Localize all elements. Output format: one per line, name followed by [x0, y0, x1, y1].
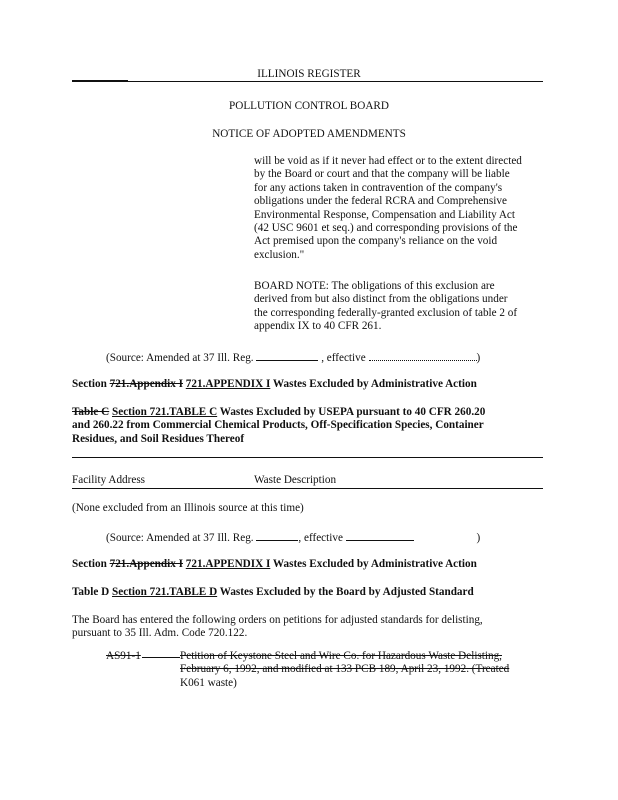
para-line: for any actions taken in contravention of the company's: [254, 181, 503, 194]
section-title: Wastes Excluded by Administrative Action: [272, 378, 477, 390]
section-heading-1: [72, 378, 552, 391]
struck-text: 721.Appendix I: [109, 378, 183, 390]
struck-text: Table C: [72, 406, 110, 418]
para-line: obligations under the federal RCRA and Comprehensive: [254, 195, 507, 208]
inserted-text: Section 721.TABLE C: [112, 406, 218, 418]
entry-line: February 6, 1992, and modified at 133 PCB 189, April 23, 1992. (Treated: [180, 663, 510, 676]
section-heading-2: [72, 558, 552, 571]
register-title: ILLINOIS REGISTER: [257, 68, 361, 80]
para-line: Act premised upon the company's reliance on the void: [254, 235, 498, 248]
source-effective: , effective: [321, 352, 366, 364]
inserted-text: 721.APPENDIX I: [185, 378, 271, 390]
source-prefix: (Source: Amended at 37 Ill. Reg.: [106, 352, 254, 364]
source-line-1: [106, 350, 546, 365]
section-label: Section: [72, 378, 107, 390]
table-title-line: Residues, and Soil Residues Thereof: [72, 432, 245, 445]
as91-entry: [180, 650, 550, 690]
table-c-heading: [72, 406, 552, 446]
source-suffix: ): [476, 532, 481, 544]
section-title: Wastes Excluded by Administrative Action: [272, 558, 477, 570]
board-orders-paragraph: [72, 614, 552, 641]
notice-title: NOTICE OF ADOPTED AMENDMENTS: [212, 128, 406, 140]
date-blank: [369, 350, 477, 361]
header-rule: [72, 81, 543, 82]
note-line: the corresponding federally-granted exclusion of table 2 of: [254, 306, 518, 319]
source-line-2: [106, 530, 546, 545]
reg-blank: [256, 530, 298, 541]
source-suffix: ): [476, 352, 481, 364]
section-label: Section: [72, 558, 107, 570]
struck-text: 721.Appendix I: [109, 558, 183, 570]
board-title: POLLUTION CONTROL BOARD: [229, 100, 389, 112]
table-title: Wastes Excluded by the Board by Adjusted Standard: [219, 586, 474, 598]
entry-line: Petition of Keystone Steel and Wire Co. for Hazardous Waste Delisting,: [180, 650, 502, 662]
para-line: by the Board or court and that the company will be liable: [254, 168, 510, 181]
para-line: (42 USC 9601 et seq.) and corresponding provisions of the: [254, 222, 518, 235]
para-line: Environmental Response, Compensation and Liability Act: [254, 208, 515, 221]
inserted-text: Section 721.TABLE D: [112, 586, 218, 598]
entry-line-2: [180, 663, 550, 676]
source-prefix: (Source: Amended at 37 Ill. Reg.: [106, 532, 254, 544]
source-effective: , effective: [298, 532, 343, 544]
para-line: pursuant to 35 Ill. Adm. Code 720.122.: [72, 627, 248, 640]
strike-dash: [142, 657, 180, 658]
inserted-text: 721.APPENDIX I: [185, 558, 271, 570]
none-excluded: (None excluded from an Illinois source at this time): [72, 502, 304, 514]
struck-text: Table D: [72, 586, 110, 598]
note-line: derived from but also distinct from the obligations under: [254, 293, 508, 306]
column-waste: Waste Description: [254, 474, 337, 486]
para-line: The Board has entered the following orders on petitions for adjusted standards for delisting,: [72, 614, 483, 626]
column-facility: Facility Address: [72, 474, 146, 486]
table-header-rule: [72, 488, 543, 489]
para-line: exclusion.": [254, 248, 305, 261]
as91-number: AS91-1: [106, 650, 141, 662]
note-line: appendix IX to 40 CFR 261.: [254, 320, 382, 333]
date-blank: [346, 530, 414, 541]
board-note: [254, 280, 554, 334]
indented-paragraph: [254, 155, 554, 262]
table-title-line: Wastes Excluded by USEPA pursuant to 40 CFR 260.20: [219, 406, 486, 418]
table-d-heading: [72, 586, 552, 599]
reg-blank: [256, 350, 318, 361]
table-title-line: and 260.22 from Commercial Chemical Products, Off-Specification Species, Container: [72, 419, 484, 432]
note-line: BOARD NOTE: The obligations of this exclusion are: [254, 280, 495, 292]
table-top-rule: [72, 457, 543, 458]
entry-line: K061 waste): [180, 676, 237, 689]
para-line: will be void as if it never had effect or to the extent directed: [254, 155, 522, 167]
